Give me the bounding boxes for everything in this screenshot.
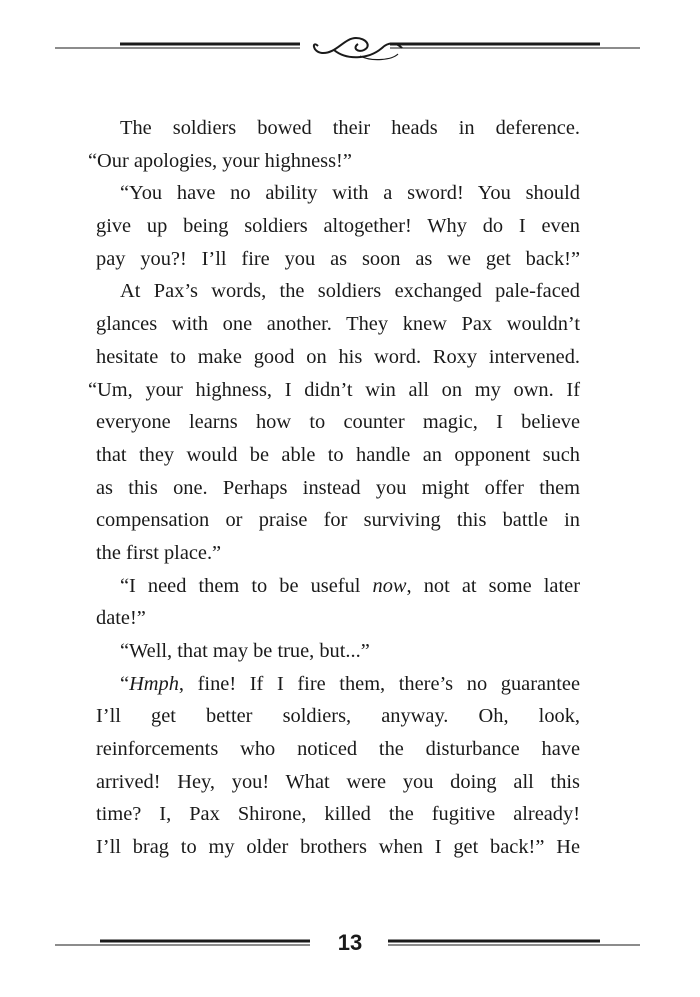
text-line: The soldiers bowed their heads in deference. <box>120 117 580 139</box>
text-line: reinforcements who noticed the disturbance have <box>96 738 580 761</box>
text-line: “Um, your highness, I didn’t win all on my own. If <box>88 378 580 401</box>
text-line: I’ll brag to my older brothers when I get back!” He <box>96 836 580 859</box>
text-line: I’ll get better soldiers, anyway. Oh, look, <box>96 705 580 728</box>
text-line: date!” <box>96 607 146 630</box>
text-line: “You have no ability with a sword! You should <box>120 182 580 205</box>
text-line: time? I, Pax Shirone, killed the fugitive already! <box>96 803 580 826</box>
text-line: as this one. Perhaps instead you might offer them <box>96 476 580 499</box>
text-line: the first place.” <box>96 541 222 564</box>
text-line: glances with one another. They knew Pax wouldn’t <box>96 313 580 336</box>
italic-word: Hmph <box>129 672 179 695</box>
text-line: “Hmph, fine! If I fire them, there’s no guarantee <box>120 672 580 695</box>
text-line: hesitate to make good on his word. Roxy intervened. <box>96 345 580 368</box>
text-line: that they would be able to handle an opponent such <box>96 443 580 466</box>
text-line: arrived! Hey, you! What were you doing all this <box>96 770 580 793</box>
text-line: “I need them to be useful now, not at some later <box>120 574 580 597</box>
text-line: “Our apologies, your highness!” <box>88 149 352 172</box>
text-line: pay you?! I’ll fire you as soon as we get back!” <box>96 247 580 270</box>
text-line: At Pax’s words, the soldiers exchanged pale-faced <box>120 280 580 303</box>
header-ornament <box>0 20 700 70</box>
text-line: compensation or praise for surviving this battle in <box>96 509 580 532</box>
text-line: “Well, that may be true, but...” <box>120 640 370 662</box>
text-line: everyone learns how to counter magic, I believe <box>96 411 580 434</box>
page-body <box>88 112 580 864</box>
text-line: give up being soldiers altogether! Why do I even <box>96 215 580 238</box>
italic-word: now <box>372 574 407 597</box>
page-number: 13 <box>337 930 363 955</box>
